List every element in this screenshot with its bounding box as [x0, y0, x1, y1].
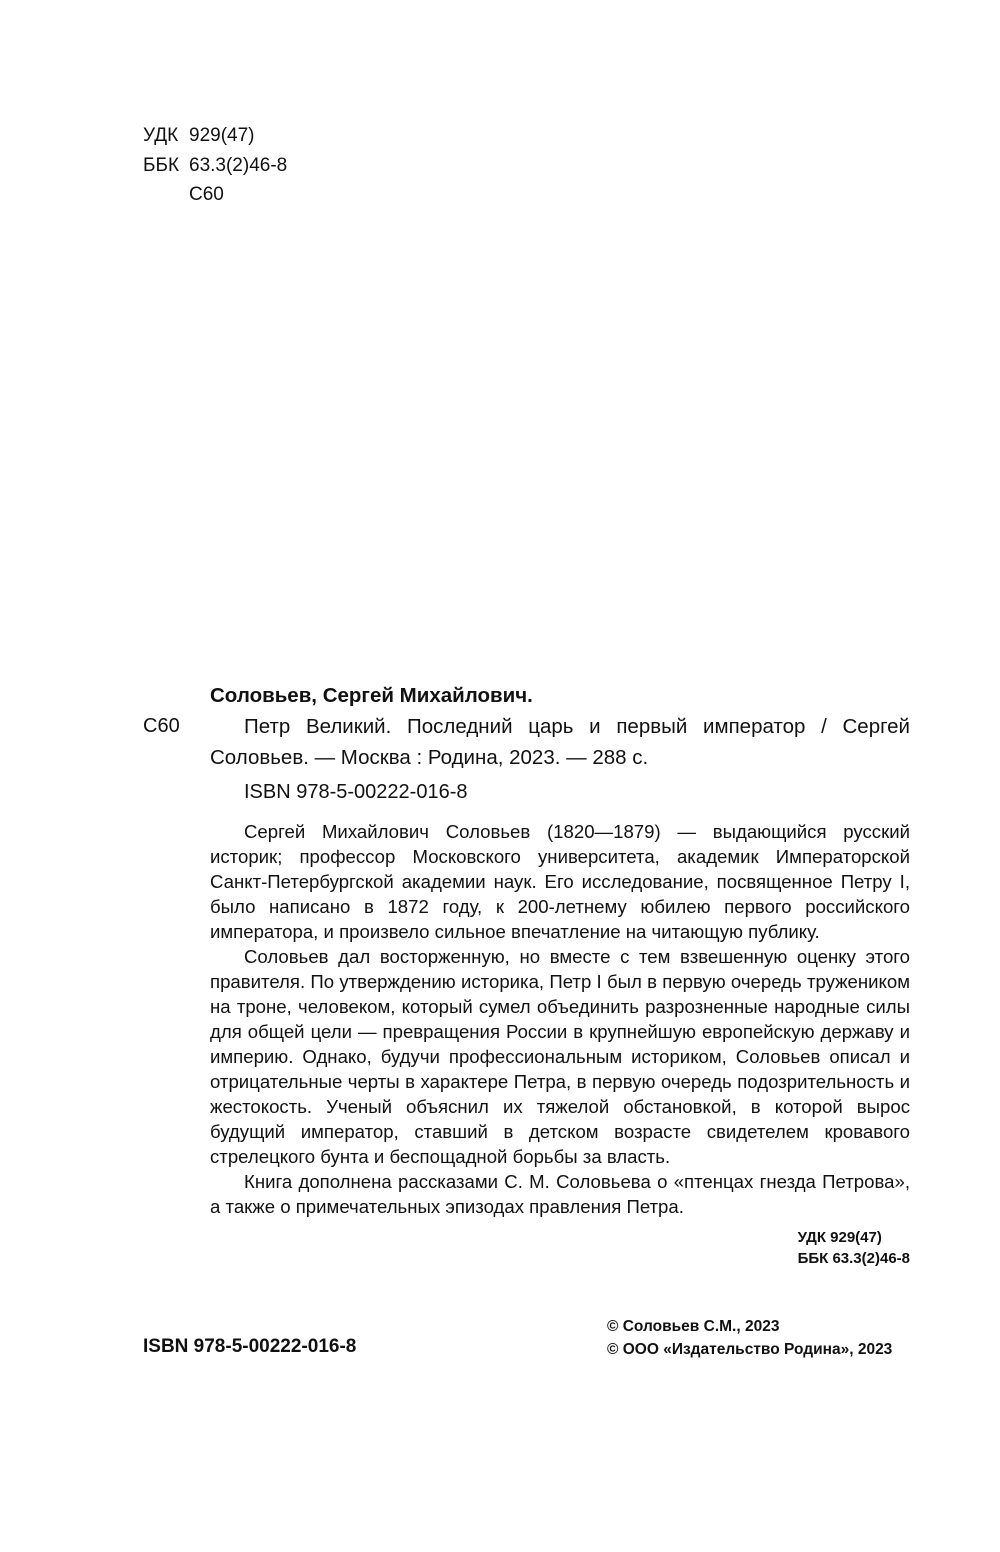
classification-codes	[143, 121, 287, 210]
bibliographic-description: Петр Великий. Последний царь и первый император / Сергей Соловьев. — Москва : Родина, 2023. — 288 с.	[210, 715, 910, 769]
author-sign-row	[143, 180, 287, 210]
copyright-publisher: © ООО «Издательство Родина», 2023	[607, 1341, 893, 1358]
annotation	[210, 819, 910, 1219]
bbk-value: 63.3(2)46-8	[189, 154, 288, 176]
bbk-label: ББК	[143, 154, 180, 176]
author-heading: Соловьев, Сергей Михайлович.	[210, 684, 533, 707]
classification-bottom	[798, 1227, 910, 1269]
isbn-bold: ISBN 978-5-00222-016-8	[143, 1336, 357, 1357]
isbn-line: ISBN 978-5-00222-016-8	[244, 781, 468, 803]
copyright-block	[607, 1315, 892, 1361]
copyright-author: © Соловьев С.М., 2023	[607, 1318, 780, 1335]
udk-bottom: УДК 929(47)	[797, 1229, 882, 1246]
annotation-paragraph: Сергей Михайлович Соловьев (1820—1879) — выдающийся русский историк; профессор Московского университета, академик Императорской Санкт-Петербургской академии наук. Его исследование, посвященное Петру I, было написано в 1872 году, к 200-летнему юбилею первого российского императора, и произвело сильное впечатление на читающую публику.	[210, 821, 910, 942]
bbk-row	[143, 151, 287, 181]
author-sign-label	[143, 180, 189, 210]
margin-author-sign: С60	[143, 715, 180, 737]
udk-value: 929(47)	[189, 125, 255, 146]
udk-label: УДК	[143, 125, 179, 146]
bbk-bottom: ББК 63.3(2)46-8	[797, 1250, 910, 1267]
author-sign-value: С60	[189, 184, 224, 205]
udk-row	[143, 121, 287, 151]
annotation-paragraph: Книга дополнена рассказами С. М. Соловьева о «птенцах гнезда Петрова», а также о примечательных эпизодах правления Петра.	[210, 1171, 910, 1217]
annotation-paragraph: Соловьев дал восторженную, но вместе с тем взвешенную оценку этого правителя. По утверждению историка, Петр I был в первую очередь тружеником на троне, человеком, который сумел объединить разрозненные народные силы для общей цели — превращения России в крупнейшую европейскую державу и империю. Однако, будучи профессиональным историком, Соловьев описал и отрицательные черты в характере Петра, в первую очередь подозрительность и жестокость. Ученый объяснил их тяжелой обстановкой, в которой вырос будущий император, ставший в детском возрасте свидетелем кровавого стрелецкого бунта и беспощадной борьбы за власть.	[210, 946, 910, 1167]
